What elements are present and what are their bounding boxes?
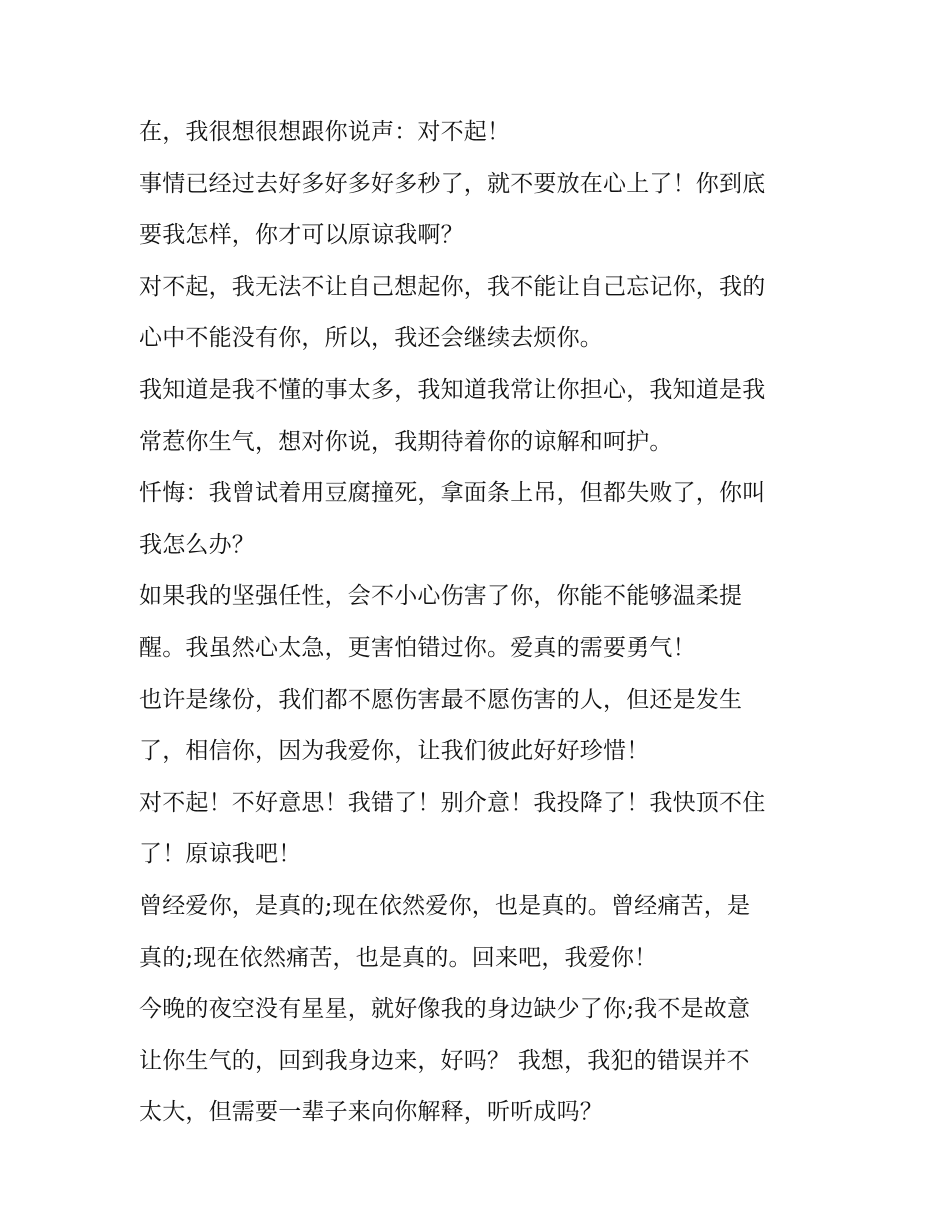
text-line-18: 今晚的夜空没有星星，就好像我的身边缺少了你;我不是故意 — [139, 996, 751, 1023]
document-body — [139, 107, 819, 1139]
text-line-6: 我知道是我不懂的事太多，我知道我常让你担心，我知道是我 — [139, 376, 766, 403]
text-line-17: 真的;现在依然痛苦，也是真的。回来吧，我爱你！ — [139, 944, 658, 971]
text-line-11: 醒。我虽然心太急，更害怕错过你。爱真的需要勇气！ — [139, 634, 696, 661]
text-line-20: 太大，但需要一辈子来向你解释，听听成吗？ — [139, 1099, 603, 1126]
text-line-10: 如果我的坚强任性，会不小心伤害了你，你能不能够温柔提 — [139, 583, 743, 610]
text-line-12: 也许是缘份，我们都不愿伤害最不愿伤害的人，但还是发生 — [139, 686, 743, 713]
text-line-4: 对不起，我无法不让自己想起你，我不能让自己忘记你，我的 — [139, 273, 766, 300]
text-line-15: 了！原谅我吧！ — [139, 841, 302, 868]
text-line-3: 要我怎样，你才可以原谅我啊？ — [139, 222, 464, 249]
text-line-1: 在，我很想很想跟你说声：对不起！ — [139, 119, 511, 145]
text-line-7: 常惹你生气，想对你说，我期待着你的谅解和呵护。 — [139, 428, 673, 455]
text-line-9: 我怎么办？ — [139, 531, 255, 558]
text-line-5: 心中不能没有你，所以，我还会继续去烦你。 — [139, 325, 603, 352]
text-line-2: 事情已经过去好多好多好多秒了，就不要放在心上了！你到底 — [139, 170, 766, 197]
text-line-19: 让你生气的，回到我身边来，好吗？ 我想，我犯的错误并不 — [139, 1047, 750, 1074]
text-line-14: 对不起！不好意思！我错了！别介意！我投降了！我快顶不住 — [139, 789, 766, 816]
text-line-16: 曾经爱你，是真的;现在依然爱你，也是真的。曾经痛苦，是 — [139, 892, 751, 919]
text-line-8: 忏悔：我曾试着用豆腐撞死，拿面条上吊，但都失败了，你叫 — [139, 480, 766, 507]
text-line-13: 了，相信你，因为我爱你，让我们彼此好好珍惜！ — [139, 738, 650, 765]
